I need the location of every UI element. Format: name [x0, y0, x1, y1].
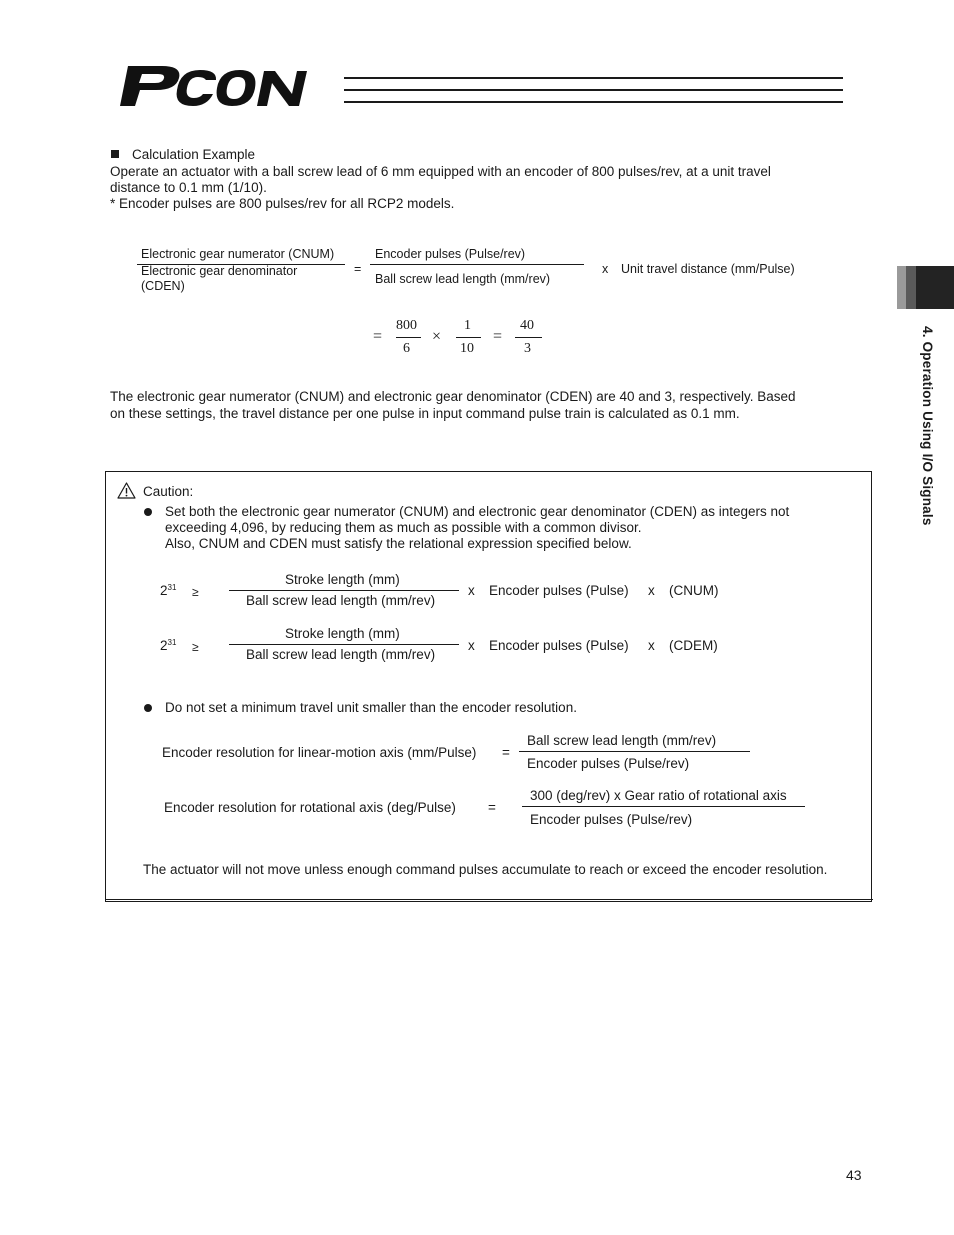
example-line-2: distance to 0.1 mm (1/10). — [110, 180, 267, 195]
formula2-equals-1: = — [373, 328, 383, 345]
formula1-equals: = — [354, 262, 362, 276]
result-line-1: The electronic gear numerator (CNUM) and electronic gear denominator (CDEN) are 40 and 3, respectively. Based — [110, 389, 796, 404]
formula1-mid-numerator: Encoder pulses (Pulse/rev) — [375, 247, 526, 261]
res-linear-label: Encoder resolution for linear-motion axis (mm/Pulse) — [162, 745, 477, 760]
chapter-tab — [897, 266, 954, 309]
warning-icon — [117, 482, 136, 499]
bullet-dot-2 — [144, 704, 152, 712]
expr-b-fraction-bar — [229, 644, 459, 645]
formula2-fraction2-denominator: 10 — [460, 341, 474, 356]
formula1-left-denominator-2: (CDEN) — [141, 279, 185, 293]
caution-footer: The actuator will not move unless enough command pulses accumulate to reach or exceed the encoder resolution. — [143, 862, 828, 877]
formula2-fraction2-numerator: 1 — [464, 318, 471, 333]
expr-b-times-2: x — [648, 638, 655, 653]
expr-b-denominator: Ball screw lead length (mm/rev) — [246, 647, 436, 662]
res-linear-denominator: Encoder pulses (Pulse/rev) — [527, 756, 690, 771]
expr-a-denominator: Ball screw lead length (mm/rev) — [246, 593, 436, 608]
formula2-fraction1-bar — [396, 337, 421, 338]
bullet-dot-1 — [144, 508, 152, 516]
result-line-2: on these settings, the travel distance per one pulse in input command pulse train is calculated as 0.1 mm. — [110, 406, 740, 421]
expr-a-fraction-bar — [229, 590, 459, 591]
caution-bullet1-line1: Set both the electronic gear numerator (CNUM) and electronic gear denominator (CDEN) as integers not — [165, 504, 790, 519]
formula2-times: × — [432, 328, 442, 345]
formula1-mid-fraction-bar — [370, 264, 584, 265]
expr-b-power: $2^{31}$ — [160, 638, 177, 653]
expr-a-ge: ≥ — [192, 585, 199, 599]
formula2-fraction1-numerator: 800 — [396, 318, 417, 333]
page-number: 43 — [846, 1167, 862, 1183]
expr-b-middle: Encoder pulses (Pulse) — [489, 638, 629, 653]
caution-bullet2: Do not set a minimum travel unit smaller than the encoder resolution. — [165, 700, 577, 715]
expr-a-numerator: Stroke length (mm) — [285, 572, 400, 587]
formula2-fraction3-bar — [515, 337, 542, 338]
example-note: * Encoder pulses are 800 pulses/rev for all RCP2 models. — [110, 196, 455, 211]
expr-a-power: $2^{31}$ — [160, 583, 177, 598]
formula2-fraction2-bar — [456, 337, 481, 338]
caution-bullet1-line2: exceeding 4,096, by reducing them as much as possible with a common divisor. — [165, 520, 642, 535]
expr-a-times-2: x — [648, 583, 655, 598]
expr-b-ge: ≥ — [192, 640, 199, 654]
caution-title: Caution: — [143, 484, 194, 499]
square-bullet-icon — [111, 150, 119, 158]
expr-a-middle: Encoder pulses (Pulse) — [489, 583, 629, 598]
expr-b-times-1: x — [468, 638, 475, 653]
formula1-left-numerator: Electronic gear numerator (CNUM) — [141, 247, 335, 261]
formula2-fraction3-denominator: 3 — [524, 341, 531, 356]
caution-box-double-rule — [105, 899, 873, 900]
formula1-right-term: Unit travel distance (mm/Pulse) — [621, 262, 795, 276]
caution-bullet1-line3: Also, CNUM and CDEN must satisfy the relational expression specified below. — [165, 536, 632, 551]
expr-a-times-1: x — [468, 583, 475, 598]
header-rule-top — [344, 77, 843, 79]
expr-a-variable: (CNUM) — [669, 583, 719, 598]
formula2-equals-2: = — [493, 328, 503, 345]
formula1-mid-denominator: Ball screw lead length (mm/rev) — [375, 272, 551, 286]
example-heading: Calculation Example — [132, 147, 256, 162]
pcon-logo — [118, 64, 340, 108]
formula1-times: x — [602, 262, 609, 276]
res-linear-numerator: Ball screw lead length (mm/rev) — [527, 733, 717, 748]
res-rot-equals: = — [488, 800, 496, 815]
chapter-label: 4. Operation Using I/O Signals — [920, 326, 935, 526]
res-rot-fraction-bar — [522, 806, 805, 807]
formula2-fraction3-numerator: 40 — [520, 318, 534, 333]
res-rot-numerator: 300 (deg/rev) x Gear ratio of rotational axis — [530, 788, 787, 803]
res-rot-label: Encoder resolution for rotational axis (deg/Pulse) — [164, 800, 456, 815]
expr-b-variable: (CDEM) — [669, 638, 718, 653]
formula2-fraction1-denominator: 6 — [403, 341, 410, 356]
formula1-left-denominator-1: Electronic gear denominator — [141, 264, 298, 278]
header-rule-bottom — [344, 101, 843, 103]
expr-b-numerator: Stroke length (mm) — [285, 626, 400, 641]
res-linear-equals: = — [502, 745, 510, 760]
res-linear-fraction-bar — [519, 751, 750, 752]
header-rule-mid — [344, 89, 843, 91]
res-rot-denominator: Encoder pulses (Pulse/rev) — [530, 812, 693, 827]
example-line-1: Operate an actuator with a ball screw lead of 6 mm equipped with an encoder of 800 pulses/rev, at a unit travel — [110, 164, 771, 179]
